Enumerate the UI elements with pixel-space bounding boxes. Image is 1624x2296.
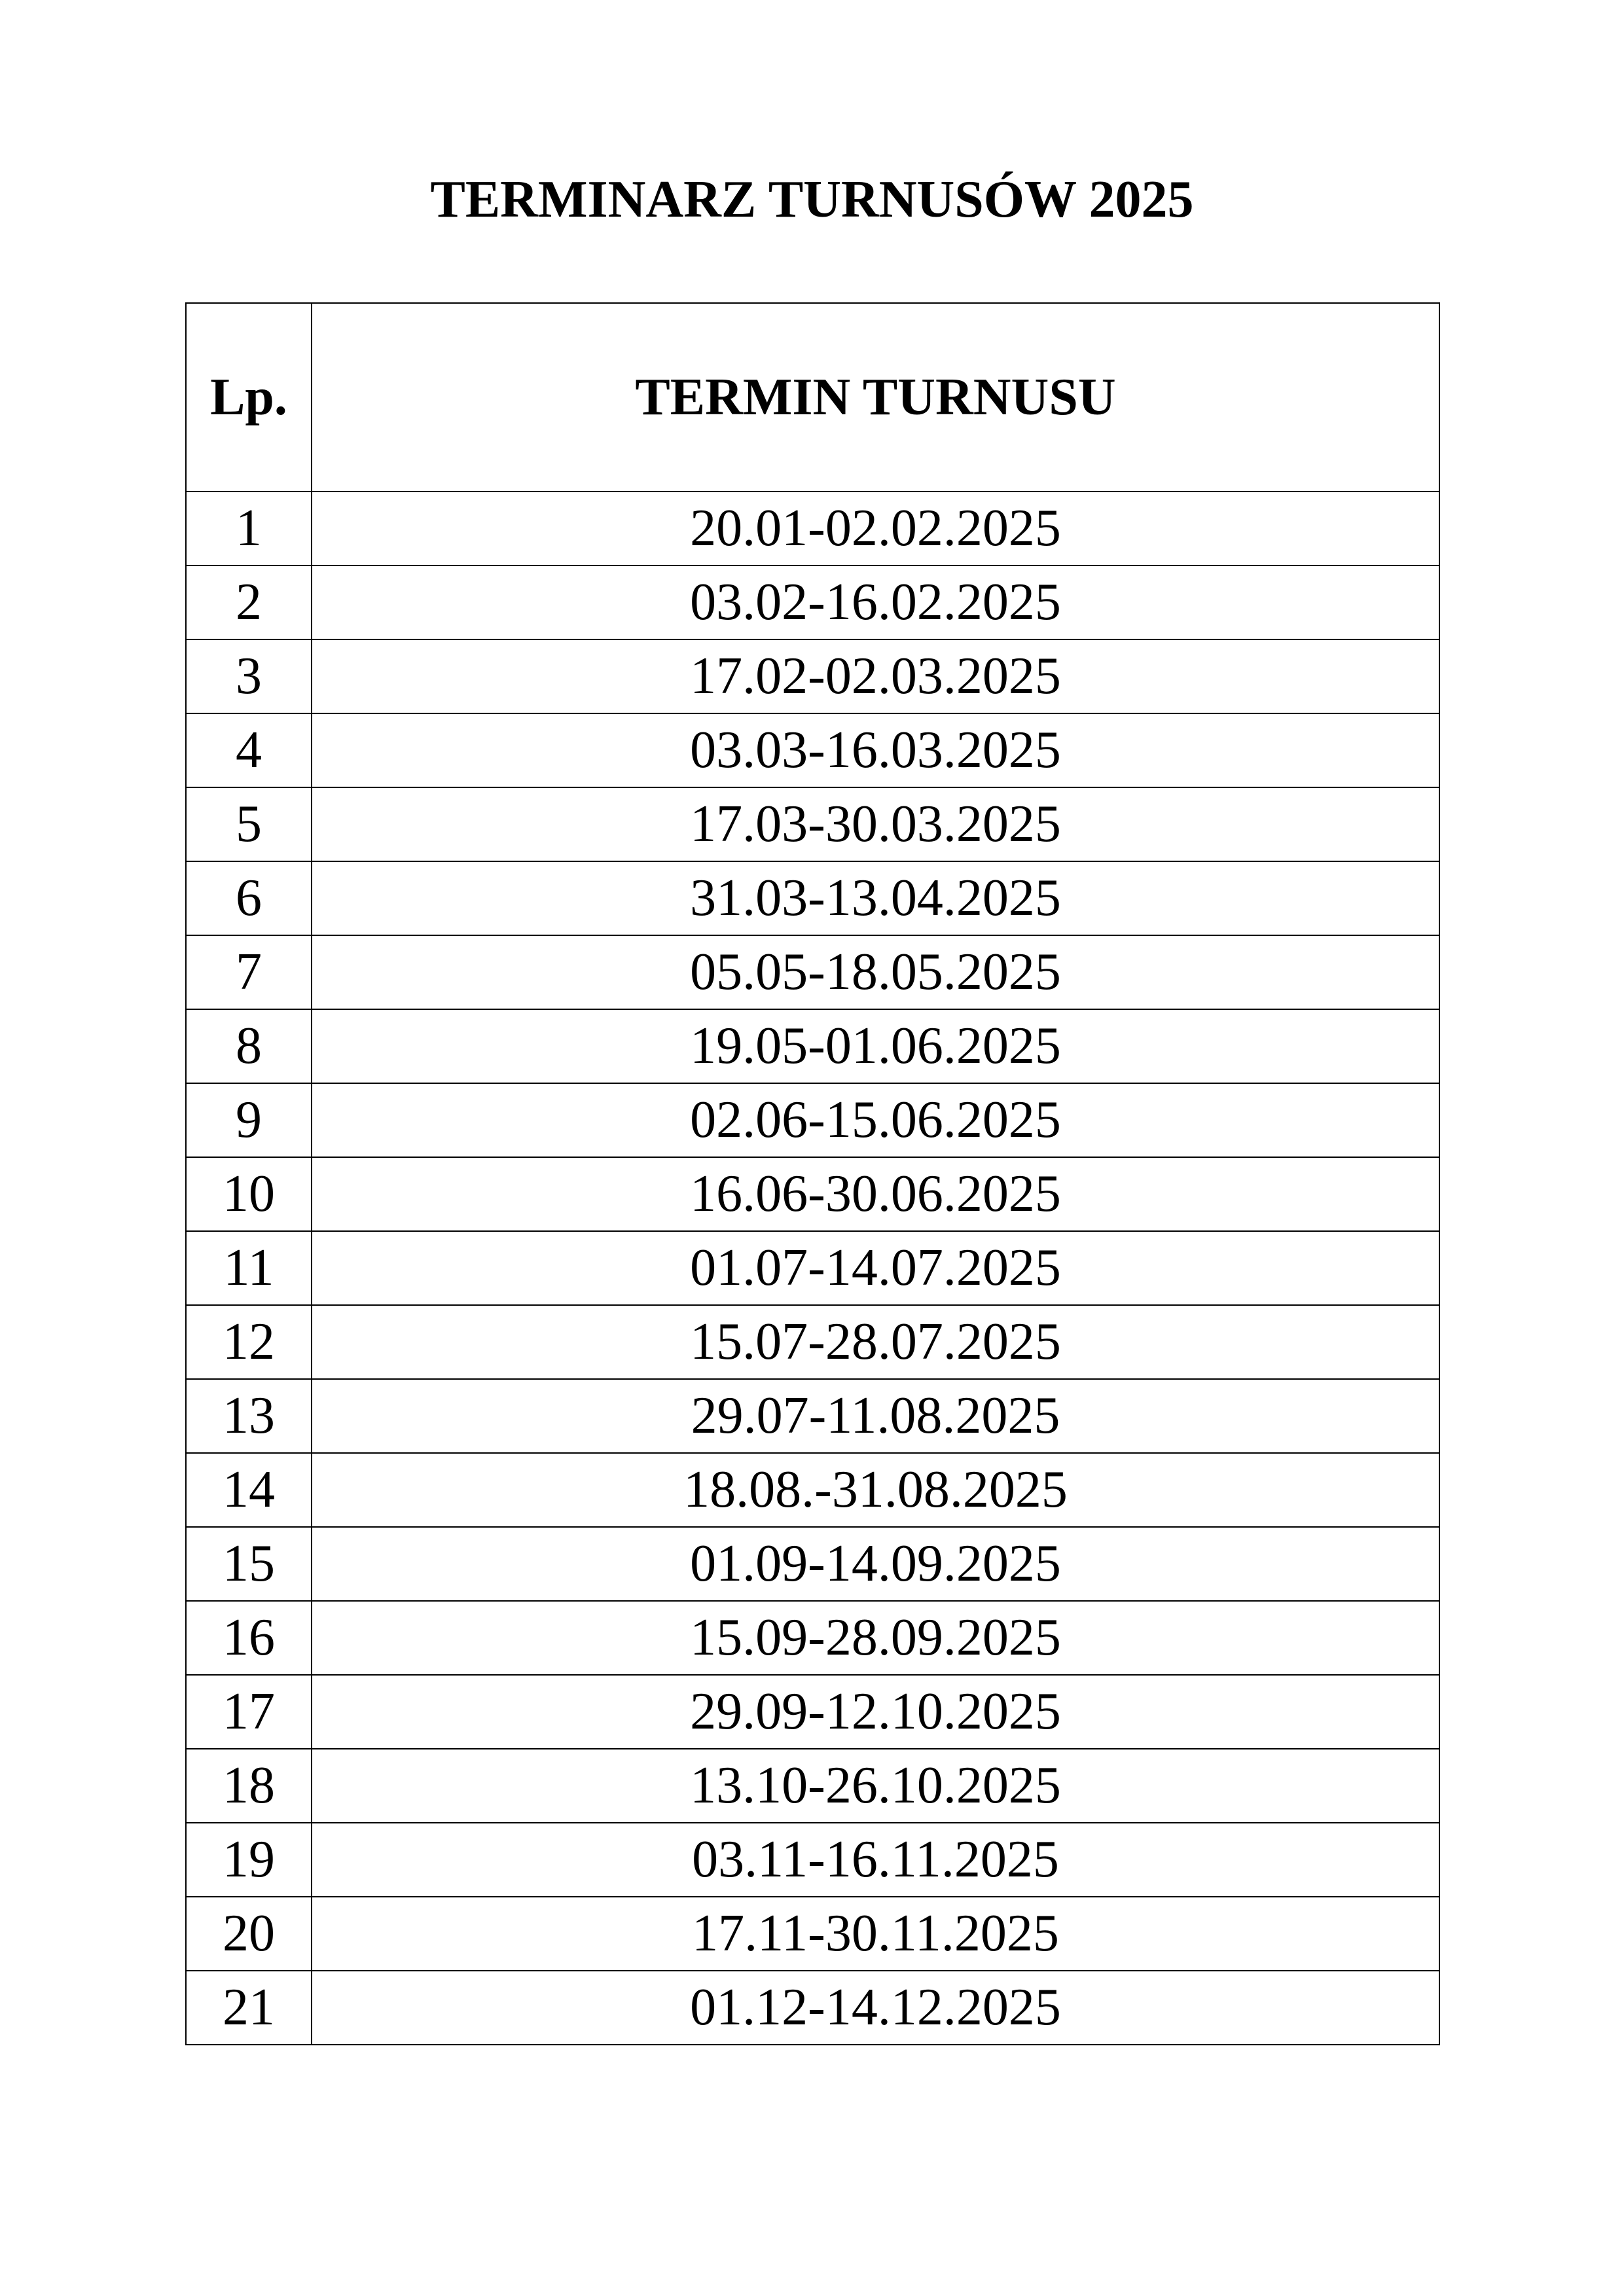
header-term: TERMIN TURNUSU xyxy=(312,303,1439,492)
table-header-row xyxy=(186,303,1439,492)
row-number: 15 xyxy=(186,1527,312,1601)
header-lp: Lp. xyxy=(186,303,312,492)
row-term: 03.02-16.02.2025 xyxy=(312,565,1439,639)
row-number: 21 xyxy=(186,1971,312,2045)
table-row xyxy=(186,1009,1439,1083)
row-number: 1 xyxy=(186,492,312,565)
table-row xyxy=(186,1453,1439,1527)
table-row xyxy=(186,1527,1439,1601)
row-number: 17 xyxy=(186,1675,312,1749)
row-number: 7 xyxy=(186,935,312,1009)
row-term: 17.02-02.03.2025 xyxy=(312,639,1439,713)
table-row xyxy=(186,492,1439,565)
table-row xyxy=(186,1083,1439,1157)
table-row xyxy=(186,861,1439,935)
row-number: 20 xyxy=(186,1897,312,1971)
row-number: 11 xyxy=(186,1231,312,1305)
row-number: 8 xyxy=(186,1009,312,1083)
table-row xyxy=(186,713,1439,787)
row-number: 13 xyxy=(186,1379,312,1453)
schedule-table xyxy=(185,302,1440,2045)
row-number: 10 xyxy=(186,1157,312,1231)
row-term: 18.08.-31.08.2025 xyxy=(312,1453,1439,1527)
row-number: 2 xyxy=(186,565,312,639)
row-term: 01.07-14.07.2025 xyxy=(312,1231,1439,1305)
row-number: 5 xyxy=(186,787,312,861)
row-number: 9 xyxy=(186,1083,312,1157)
row-number: 18 xyxy=(186,1749,312,1823)
table-row xyxy=(186,935,1439,1009)
row-term: 29.07-11.08.2025 xyxy=(312,1379,1439,1453)
row-term: 17.11-30.11.2025 xyxy=(312,1897,1439,1971)
row-term: 13.10-26.10.2025 xyxy=(312,1749,1439,1823)
row-term: 17.03-30.03.2025 xyxy=(312,787,1439,861)
table-row xyxy=(186,1749,1439,1823)
table-row xyxy=(186,565,1439,639)
table-row xyxy=(186,1305,1439,1379)
row-term: 15.07-28.07.2025 xyxy=(312,1305,1439,1379)
row-number: 3 xyxy=(186,639,312,713)
table-row xyxy=(186,1157,1439,1231)
row-term: 15.09-28.09.2025 xyxy=(312,1601,1439,1675)
row-term: 01.09-14.09.2025 xyxy=(312,1527,1439,1601)
row-term: 03.03-16.03.2025 xyxy=(312,713,1439,787)
row-term: 01.12-14.12.2025 xyxy=(312,1971,1439,2045)
row-term: 31.03-13.04.2025 xyxy=(312,861,1439,935)
row-number: 14 xyxy=(186,1453,312,1527)
row-number: 16 xyxy=(186,1601,312,1675)
table-row xyxy=(186,639,1439,713)
row-number: 4 xyxy=(186,713,312,787)
row-term: 02.06-15.06.2025 xyxy=(312,1083,1439,1157)
row-number: 6 xyxy=(186,861,312,935)
table-row xyxy=(186,1897,1439,1971)
table-row xyxy=(186,1231,1439,1305)
row-term: 16.06-30.06.2025 xyxy=(312,1157,1439,1231)
page-title: TERMINARZ TURNUSÓW 2025 xyxy=(430,171,1194,228)
table-row xyxy=(186,1971,1439,2045)
row-term: 03.11-16.11.2025 xyxy=(312,1823,1439,1897)
table-row xyxy=(186,1601,1439,1675)
row-term: 20.01-02.02.2025 xyxy=(312,492,1439,565)
table-row xyxy=(186,1379,1439,1453)
table-row xyxy=(186,787,1439,861)
row-number: 12 xyxy=(186,1305,312,1379)
row-term: 19.05-01.06.2025 xyxy=(312,1009,1439,1083)
row-term: 05.05-18.05.2025 xyxy=(312,935,1439,1009)
table-row xyxy=(186,1823,1439,1897)
row-number: 19 xyxy=(186,1823,312,1897)
table-row xyxy=(186,1675,1439,1749)
table-body xyxy=(186,492,1439,2045)
row-term: 29.09-12.10.2025 xyxy=(312,1675,1439,1749)
